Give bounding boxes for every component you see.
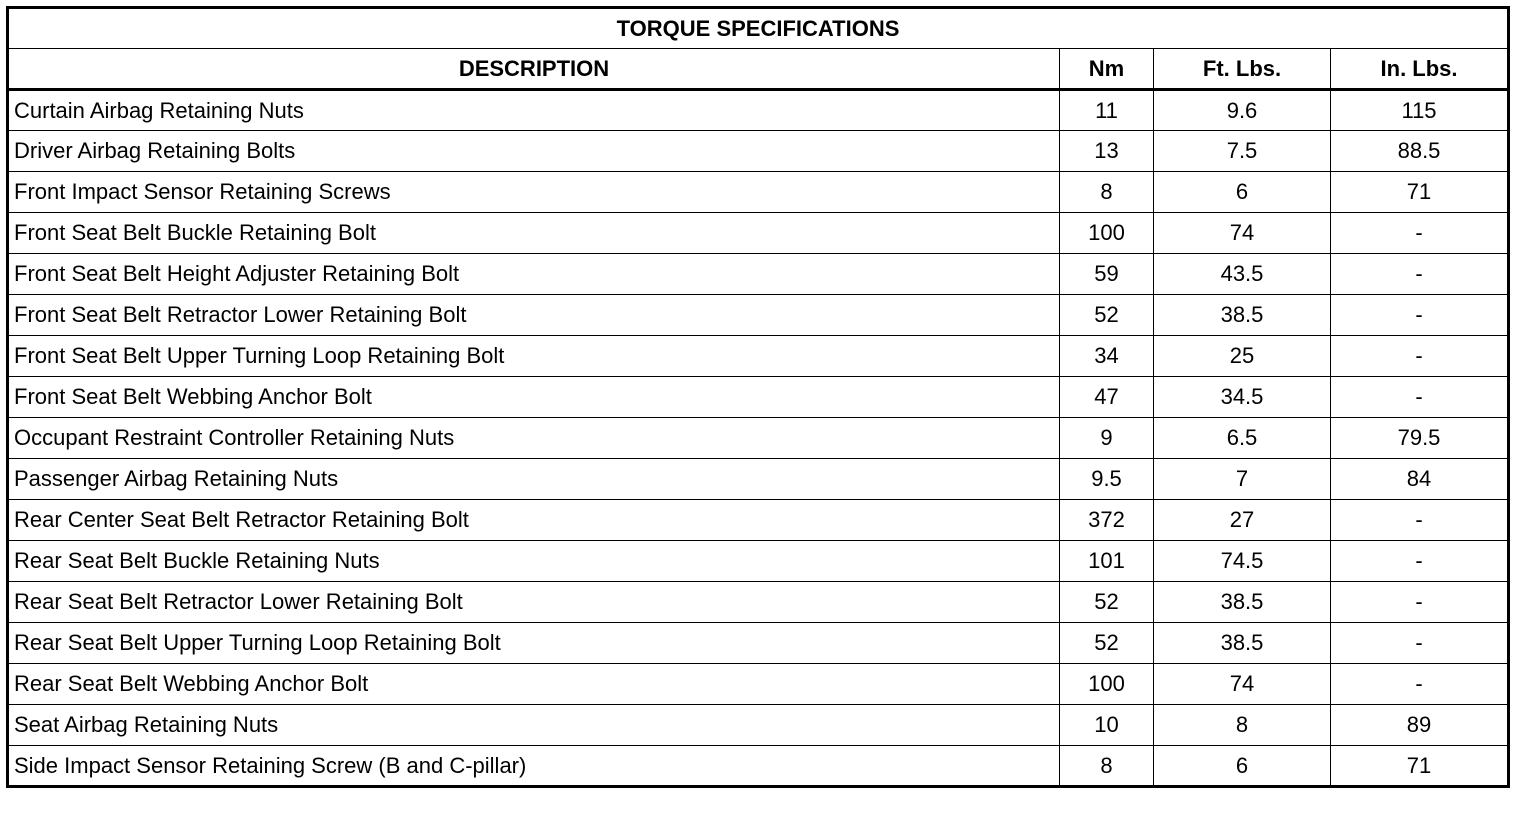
cell-ft-lbs: 43.5	[1154, 254, 1331, 295]
table-row	[8, 213, 1509, 254]
cell-description: Front Seat Belt Webbing Anchor Bolt	[8, 377, 1060, 418]
table-row	[8, 746, 1509, 787]
cell-ft-lbs: 74.5	[1154, 541, 1331, 582]
cell-in-lbs: 79.5	[1331, 418, 1509, 459]
cell-ft-lbs: 7.5	[1154, 131, 1331, 172]
cell-nm: 11	[1060, 90, 1154, 131]
cell-description: Seat Airbag Retaining Nuts	[8, 705, 1060, 746]
cell-description: Side Impact Sensor Retaining Screw (B and C-pillar)	[8, 746, 1060, 787]
cell-description: Front Seat Belt Buckle Retaining Bolt	[8, 213, 1060, 254]
cell-ft-lbs: 27	[1154, 500, 1331, 541]
column-header-description: DESCRIPTION	[8, 49, 1060, 90]
column-header-ft-lbs: Ft. Lbs.	[1154, 49, 1331, 90]
cell-ft-lbs: 8	[1154, 705, 1331, 746]
cell-nm: 9.5	[1060, 459, 1154, 500]
cell-ft-lbs: 34.5	[1154, 377, 1331, 418]
cell-description: Curtain Airbag Retaining Nuts	[8, 90, 1060, 131]
cell-nm: 34	[1060, 336, 1154, 377]
table-title: TORQUE SPECIFICATIONS	[8, 8, 1509, 49]
cell-nm: 52	[1060, 582, 1154, 623]
table-row	[8, 377, 1509, 418]
table-row	[8, 254, 1509, 295]
cell-in-lbs: -	[1331, 500, 1509, 541]
cell-description: Occupant Restraint Controller Retaining Nuts	[8, 418, 1060, 459]
cell-nm: 52	[1060, 295, 1154, 336]
table-row	[8, 623, 1509, 664]
cell-ft-lbs: 6.5	[1154, 418, 1331, 459]
cell-in-lbs: 88.5	[1331, 131, 1509, 172]
cell-in-lbs: -	[1331, 336, 1509, 377]
cell-nm: 59	[1060, 254, 1154, 295]
cell-in-lbs: -	[1331, 254, 1509, 295]
table-row	[8, 418, 1509, 459]
cell-description: Rear Seat Belt Buckle Retaining Nuts	[8, 541, 1060, 582]
torque-specifications-table	[6, 6, 1510, 788]
cell-description: Rear Seat Belt Retractor Lower Retaining Bolt	[8, 582, 1060, 623]
cell-in-lbs: -	[1331, 582, 1509, 623]
cell-description: Front Seat Belt Upper Turning Loop Retaining Bolt	[8, 336, 1060, 377]
cell-ft-lbs: 38.5	[1154, 623, 1331, 664]
cell-ft-lbs: 38.5	[1154, 582, 1331, 623]
cell-in-lbs: 71	[1331, 746, 1509, 787]
cell-nm: 10	[1060, 705, 1154, 746]
table-row	[8, 705, 1509, 746]
column-header-in-lbs: In. Lbs.	[1331, 49, 1509, 90]
cell-in-lbs: -	[1331, 377, 1509, 418]
cell-in-lbs: -	[1331, 623, 1509, 664]
cell-nm: 372	[1060, 500, 1154, 541]
table-body	[8, 90, 1509, 787]
cell-ft-lbs: 74	[1154, 664, 1331, 705]
table-row	[8, 172, 1509, 213]
cell-description: Front Seat Belt Height Adjuster Retaining Bolt	[8, 254, 1060, 295]
cell-ft-lbs: 6	[1154, 172, 1331, 213]
cell-nm: 100	[1060, 213, 1154, 254]
cell-description: Passenger Airbag Retaining Nuts	[8, 459, 1060, 500]
cell-in-lbs: 84	[1331, 459, 1509, 500]
cell-ft-lbs: 6	[1154, 746, 1331, 787]
title-row	[8, 8, 1509, 49]
table-row	[8, 500, 1509, 541]
cell-ft-lbs: 25	[1154, 336, 1331, 377]
cell-in-lbs: 115	[1331, 90, 1509, 131]
cell-description: Rear Center Seat Belt Retractor Retaining Bolt	[8, 500, 1060, 541]
table-row	[8, 90, 1509, 131]
cell-in-lbs: 71	[1331, 172, 1509, 213]
cell-in-lbs: -	[1331, 664, 1509, 705]
cell-ft-lbs: 74	[1154, 213, 1331, 254]
cell-ft-lbs: 38.5	[1154, 295, 1331, 336]
cell-nm: 100	[1060, 664, 1154, 705]
cell-nm: 101	[1060, 541, 1154, 582]
table-row	[8, 131, 1509, 172]
cell-description: Driver Airbag Retaining Bolts	[8, 131, 1060, 172]
header-row	[8, 49, 1509, 90]
table-row	[8, 541, 1509, 582]
cell-nm: 9	[1060, 418, 1154, 459]
cell-description: Front Impact Sensor Retaining Screws	[8, 172, 1060, 213]
cell-in-lbs: -	[1331, 541, 1509, 582]
cell-ft-lbs: 7	[1154, 459, 1331, 500]
cell-nm: 13	[1060, 131, 1154, 172]
cell-nm: 8	[1060, 172, 1154, 213]
column-header-nm: Nm	[1060, 49, 1154, 90]
table-row	[8, 582, 1509, 623]
cell-in-lbs: -	[1331, 213, 1509, 254]
cell-description: Rear Seat Belt Upper Turning Loop Retaining Bolt	[8, 623, 1060, 664]
cell-description: Front Seat Belt Retractor Lower Retaining Bolt	[8, 295, 1060, 336]
table-row	[8, 664, 1509, 705]
cell-nm: 8	[1060, 746, 1154, 787]
cell-description: Rear Seat Belt Webbing Anchor Bolt	[8, 664, 1060, 705]
cell-nm: 47	[1060, 377, 1154, 418]
cell-ft-lbs: 9.6	[1154, 90, 1331, 131]
table-row	[8, 459, 1509, 500]
table-row	[8, 295, 1509, 336]
cell-nm: 52	[1060, 623, 1154, 664]
cell-in-lbs: 89	[1331, 705, 1509, 746]
table-row	[8, 336, 1509, 377]
cell-in-lbs: -	[1331, 295, 1509, 336]
